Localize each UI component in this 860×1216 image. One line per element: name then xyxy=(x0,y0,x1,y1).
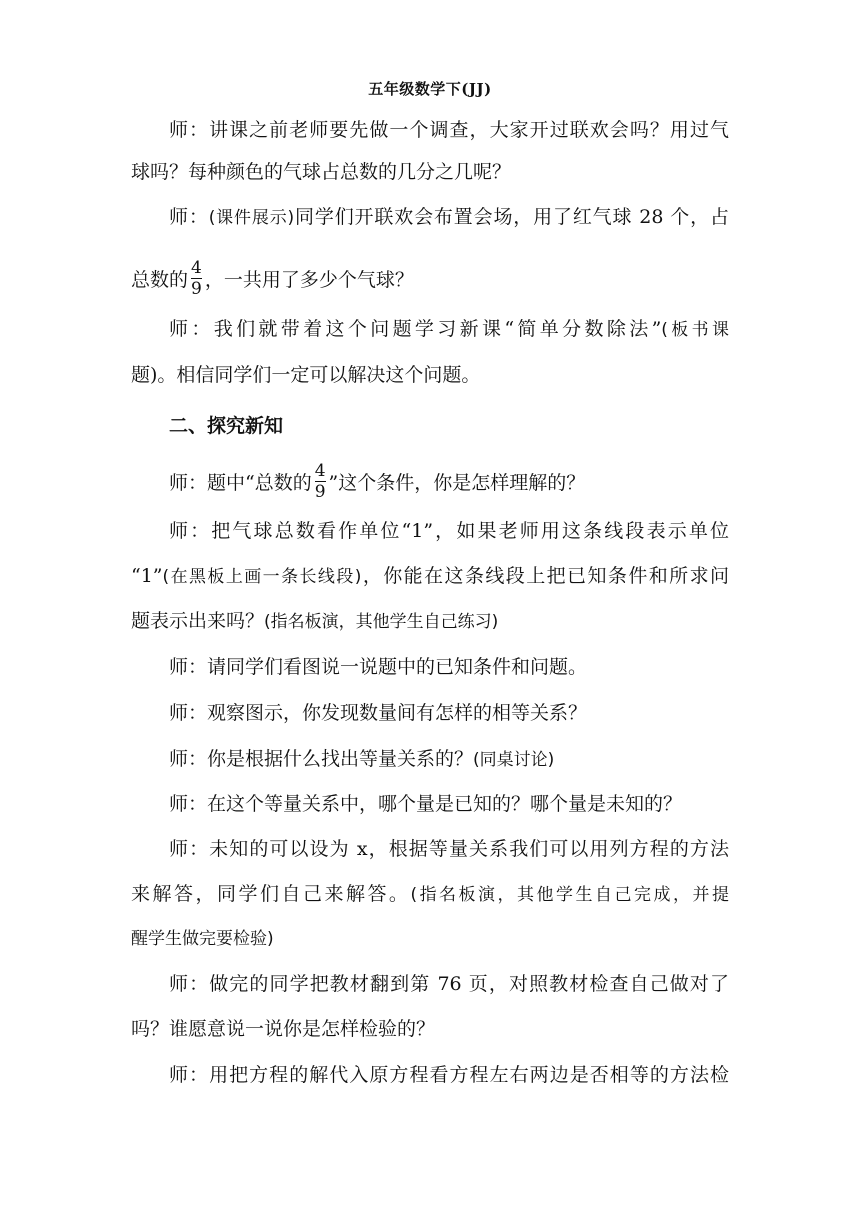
text-line xyxy=(131,750,729,769)
note-text: 醒学生做完要检验) xyxy=(131,929,274,949)
text-span: ”这个条件，你是怎样理解的？ xyxy=(328,472,586,494)
text-line: 球吗？每种颜色的气球占总数的几分之几呢？ xyxy=(131,161,512,183)
paragraph-relation xyxy=(131,704,729,723)
paragraph-line-segment-l2 xyxy=(131,567,729,586)
paragraph-equation-l2 xyxy=(131,885,729,904)
note-text: (同桌讨论) xyxy=(473,750,555,770)
paragraph-equation-l3 xyxy=(131,930,729,949)
text-line xyxy=(131,461,729,502)
text-line: 师：观察图示，你发现数量间有怎样的相等关系？ xyxy=(169,702,588,724)
text-span: 师：我们就带着这个问题学习新课“简单分数除法” xyxy=(169,318,662,340)
fraction-numerator: 4 xyxy=(314,461,326,481)
text-span: 同学们开联欢会布置会场，用了红气球 28 个，占 xyxy=(294,206,729,228)
note-text: (在黑板上画一条长线段) xyxy=(162,567,362,587)
paragraph-line-segment xyxy=(131,522,729,541)
paragraph-read-diagram xyxy=(131,658,729,677)
paragraph-textbook xyxy=(131,975,729,994)
text-span: 总数的 xyxy=(131,269,189,291)
paragraph-new-lesson xyxy=(131,320,729,339)
text-line: 吗？谁愿意说一说你是怎样检验的？ xyxy=(131,1018,436,1040)
note-text: (指名板演，其他学生自己练习) xyxy=(264,612,499,632)
note-text: (指名板演，其他学生自己完成，并提 xyxy=(410,885,729,905)
note-text: (课件展示) xyxy=(208,208,295,228)
text-span: ，一共用了多少个气球？ xyxy=(204,269,414,291)
text-span: 师：你是根据什么找出等量关系的？ xyxy=(169,748,474,770)
paragraph-basis xyxy=(131,750,729,769)
paragraph-survey xyxy=(131,121,729,140)
text-span: 来解答，同学们自己来解答。 xyxy=(131,883,411,905)
text-line xyxy=(131,366,729,385)
text-line xyxy=(131,208,729,227)
paragraph-check xyxy=(131,1066,729,1085)
paragraph-survey-cont xyxy=(131,163,729,182)
text-span: “1” xyxy=(131,565,163,587)
paragraph-courseware-cont xyxy=(131,258,729,299)
fraction-four-ninths xyxy=(315,462,326,502)
fraction-numerator: 4 xyxy=(191,258,202,278)
text-span: ，你能在这条线段上把已知条件和所求问 xyxy=(361,565,729,587)
text-span: 师： xyxy=(169,206,209,228)
text-line: 师：请同学们看图说一说题中的已知条件和问题。 xyxy=(169,656,588,678)
text-line xyxy=(131,612,729,631)
text-line: 师：用把方程的解代入原方程看方程左右两边是否相等的方法检 xyxy=(169,1064,729,1086)
fraction-four-ninths xyxy=(191,259,202,299)
paragraph-known-unknown xyxy=(131,795,729,814)
fraction-denominator: 9 xyxy=(191,279,202,299)
text-span: 题) xyxy=(131,364,158,386)
paragraph-condition xyxy=(131,461,729,502)
text-line: 师：在这个等量关系中，哪个量是已知的？哪个量是未知的？ xyxy=(169,793,683,815)
text-span: 。相信同学们一定可以解决这个问题。 xyxy=(157,364,481,386)
text-line xyxy=(131,567,729,586)
paragraph-courseware xyxy=(131,208,729,227)
section-heading: 二、探究新知 xyxy=(169,415,284,437)
text-line xyxy=(131,885,729,904)
text-line xyxy=(131,258,729,299)
paragraph-textbook-cont xyxy=(131,1020,729,1039)
text-line: 师：把气球总数看作单位“1”，如果老师用这条线段表示单位 xyxy=(169,520,729,542)
paragraph-equation xyxy=(131,840,729,859)
text-line xyxy=(131,320,729,339)
text-line: 师：未知的可以设为 x，根据等量关系我们可以用列方程的方法 xyxy=(169,838,729,860)
text-line: 师：做完的同学把教材翻到第 76 页，对照教材检查自己做对了 xyxy=(169,973,729,995)
fraction-denominator: 9 xyxy=(314,482,326,502)
text-span: 师：题中“总数的 xyxy=(169,472,312,494)
text-span: 题表示出来吗？ xyxy=(131,610,265,632)
note-text: (板书课 xyxy=(661,320,729,340)
page-header: 五年级数学下(JJ) xyxy=(368,80,492,98)
paragraph-line-segment-l3 xyxy=(131,612,729,631)
paragraph-new-lesson-cont xyxy=(131,366,729,385)
text-line: 师：讲课之前老师要先做一个调查，大家开过联欢会吗？用过气 xyxy=(169,119,729,141)
